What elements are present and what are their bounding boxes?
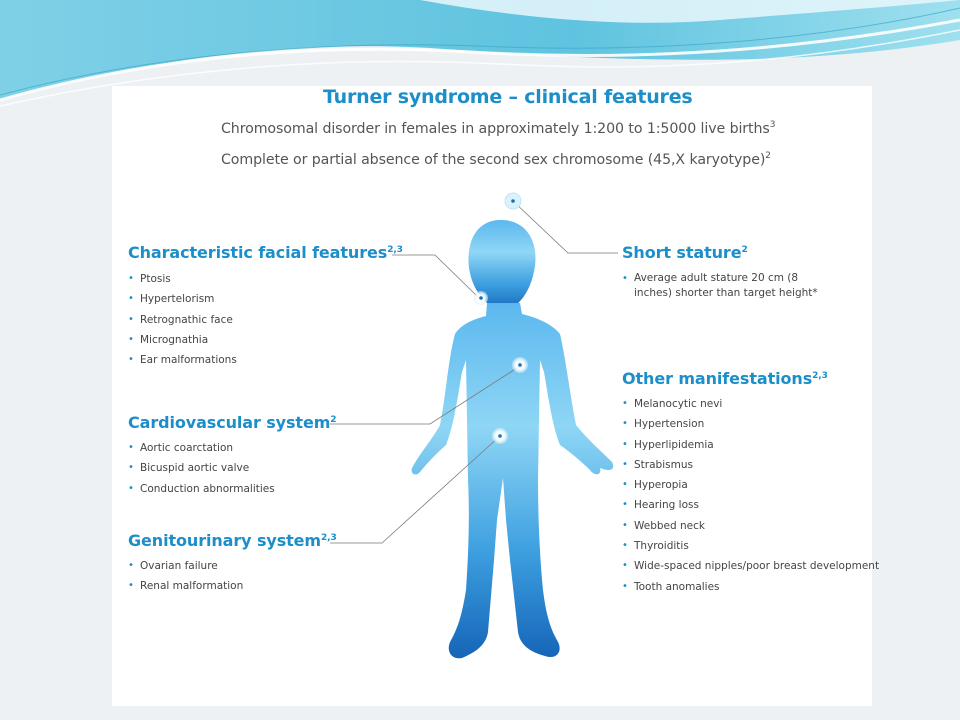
- cardiovascular-list: [128, 440, 275, 501]
- list-item: • Webbed neck: [622, 518, 879, 538]
- other-manifestations-ref: 2,3: [812, 371, 828, 381]
- highlight-dot-abdomen: [492, 428, 508, 444]
- short-stature-ref: 2: [741, 245, 748, 255]
- list-item: • Thyroiditis: [622, 538, 879, 558]
- facial-features-list: [128, 271, 237, 372]
- child-silhouette: [412, 220, 614, 658]
- highlight-dot-head: [505, 193, 521, 209]
- other-manifestations-list: [622, 396, 879, 599]
- short-stature-heading-text: Short stature: [622, 243, 742, 262]
- cardiovascular-ref: 2: [330, 415, 337, 425]
- genitourinary-heading: [128, 531, 337, 550]
- list-item: • Micrognathia: [128, 332, 237, 352]
- highlight-dot-chest: [512, 357, 528, 373]
- subtitle-incidence: [221, 121, 775, 137]
- genitourinary-ref: 2,3: [321, 533, 337, 543]
- callout-line-facial: [392, 255, 478, 297]
- list-item: • Melanocytic nevi: [622, 396, 879, 416]
- short-stature-list: [622, 271, 837, 301]
- list-item: • Conduction abnormalities: [128, 481, 275, 501]
- list-item: • Hypertelorism: [128, 291, 237, 311]
- list-item: • Retrognathic face: [128, 312, 237, 332]
- other-manifestations-heading: [622, 369, 828, 388]
- subtitle-incidence-ref: 3: [769, 120, 776, 130]
- list-item: • Strabismus: [622, 457, 879, 477]
- page-title: Turner syndrome – clinical features: [323, 86, 693, 108]
- list-item: • Hyperopia: [622, 477, 879, 497]
- list-item: • Hyperlipidemia: [622, 437, 879, 457]
- cardiovascular-heading: [128, 413, 336, 432]
- list-item: • Wide-spaced nipples/poor breast development: [622, 558, 879, 578]
- subtitle-karyotype-text: Complete or partial absence of the second sex chromosome (45,X karyotype): [221, 152, 766, 168]
- other-manifestations-heading-text: Other manifestations: [622, 369, 813, 388]
- silhouette-body: [412, 303, 614, 658]
- genitourinary-list: [128, 558, 243, 599]
- subtitle-karyotype: [221, 152, 771, 168]
- list-item: • Hearing loss: [622, 497, 879, 517]
- facial-features-heading-text: Characteristic facial features: [128, 243, 388, 262]
- genitourinary-heading-text: Genitourinary system: [128, 531, 321, 550]
- list-item: • Ear malformations: [128, 352, 237, 372]
- list-item: • Tooth anomalies: [622, 579, 879, 599]
- list-item: • Bicuspid aortic valve: [128, 460, 275, 480]
- list-item: • Aortic coarctation: [128, 440, 275, 460]
- highlight-dot-face: [474, 291, 488, 305]
- list-item: • Renal malformation: [128, 578, 243, 598]
- subtitle-karyotype-ref: 2: [765, 151, 771, 161]
- list-item: • Average adult stature 20 cm (8 inches) shorter than target height*: [622, 271, 837, 301]
- short-stature-heading: [622, 243, 748, 262]
- list-item: • Ptosis: [128, 271, 237, 291]
- subtitle-incidence-text: Chromosomal disorder in females in approximately 1:200 to 1:5000 live births: [221, 121, 770, 137]
- facial-features-ref: 2,3: [387, 245, 403, 255]
- list-item: • Hypertension: [622, 416, 879, 436]
- facial-features-heading: [128, 243, 403, 262]
- list-item: • Ovarian failure: [128, 558, 243, 578]
- cardiovascular-heading-text: Cardiovascular system: [128, 413, 331, 432]
